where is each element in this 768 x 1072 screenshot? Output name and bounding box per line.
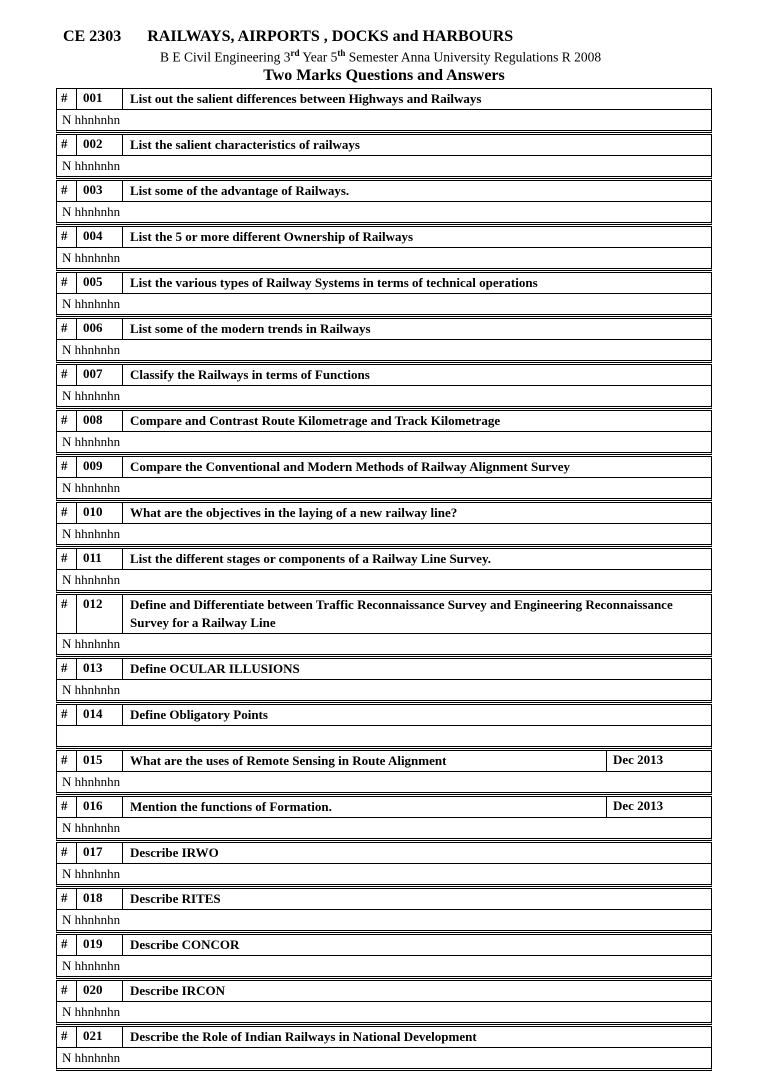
question-block bbox=[56, 88, 712, 133]
question-number: 014 bbox=[77, 705, 123, 725]
question-block bbox=[56, 594, 712, 657]
question-number: 018 bbox=[77, 889, 123, 909]
question-block bbox=[56, 796, 712, 841]
question-row bbox=[57, 89, 711, 110]
question-number: 002 bbox=[77, 135, 123, 155]
question-block bbox=[56, 272, 712, 317]
question-row bbox=[57, 273, 711, 294]
question-text: Define and Differentiate between Traffic Reconnaissance Survey and Engineering Reconnaissance Survey for a Railway Line bbox=[130, 597, 673, 630]
question-block bbox=[56, 410, 712, 455]
subject-title: RAILWAYS, AIRPORTS , DOCKS and HARBOURS bbox=[147, 28, 514, 45]
question-block bbox=[56, 1026, 712, 1071]
question-row bbox=[57, 705, 711, 726]
question-hash: # bbox=[57, 273, 77, 293]
answer-text: N hhnhnhn bbox=[62, 820, 121, 835]
question-hash: # bbox=[57, 595, 77, 633]
question-row bbox=[57, 889, 711, 910]
question-text: List the different stages or components of a Railway Line Survey. bbox=[130, 551, 491, 566]
answer-text: N hhnhnhn bbox=[62, 1050, 121, 1065]
question-number: 003 bbox=[77, 181, 123, 201]
question-text: What are the uses of Remote Sensing in Route Alignment bbox=[130, 753, 447, 768]
answer-text: N hhnhnhn bbox=[62, 434, 121, 449]
answer-text: N hhnhnhn bbox=[62, 342, 121, 357]
question-block bbox=[56, 980, 712, 1025]
question-text: Describe the Role of Indian Railways in National Development bbox=[130, 1029, 477, 1044]
page-title: Two Marks Questions and Answers bbox=[263, 67, 505, 84]
course-info-part: Year 5 bbox=[299, 49, 338, 65]
answer-text: N hhnhnhn bbox=[62, 526, 121, 541]
answer-text: N hhnhnhn bbox=[62, 250, 121, 265]
question-hash: # bbox=[57, 751, 77, 771]
question-block bbox=[56, 180, 712, 225]
course-info-sup: th bbox=[337, 48, 346, 58]
question-block bbox=[56, 934, 712, 979]
question-text: List the various types of Railway Systems in terms of technical operations bbox=[130, 275, 538, 290]
question-row bbox=[57, 227, 711, 248]
question-text: Define OCULAR ILLUSIONS bbox=[130, 661, 300, 676]
question-number: 015 bbox=[77, 751, 123, 771]
question-hash: # bbox=[57, 89, 77, 109]
question-block bbox=[56, 548, 712, 593]
question-number: 009 bbox=[77, 457, 123, 477]
question-hash: # bbox=[57, 981, 77, 1001]
question-hash: # bbox=[57, 135, 77, 155]
question-hash: # bbox=[57, 1027, 77, 1047]
answer-text: N hhnhnhn bbox=[62, 1004, 121, 1019]
question-text: List the 5 or more different Ownership of Railways bbox=[130, 229, 414, 244]
question-text: List some of the modern trends in Railways bbox=[130, 321, 371, 336]
question-row bbox=[57, 365, 711, 386]
question-block bbox=[56, 658, 712, 703]
question-text: Classify the Railways in terms of Functions bbox=[130, 367, 370, 382]
question-number: 001 bbox=[77, 89, 123, 109]
question-block bbox=[56, 888, 712, 933]
question-number: 007 bbox=[77, 365, 123, 385]
question-hash: # bbox=[57, 659, 77, 679]
question-number: 016 bbox=[77, 797, 123, 817]
answer-text: N hhnhnhn bbox=[62, 636, 121, 651]
question-text: Describe CONCOR bbox=[130, 937, 240, 952]
question-number: 013 bbox=[77, 659, 123, 679]
answer-text bbox=[57, 726, 711, 746]
question-block bbox=[56, 704, 712, 749]
question-row bbox=[57, 503, 711, 524]
question-hash: # bbox=[57, 181, 77, 201]
answer-text: N hhnhnhn bbox=[62, 958, 121, 973]
question-row bbox=[57, 181, 711, 202]
question-number: 019 bbox=[77, 935, 123, 955]
question-hash: # bbox=[57, 319, 77, 339]
question-text: Describe RITES bbox=[130, 891, 221, 906]
question-block bbox=[56, 750, 712, 795]
question-row bbox=[57, 751, 711, 772]
question-block bbox=[56, 456, 712, 501]
question-row bbox=[57, 935, 711, 956]
question-text: Compare the Conventional and Modern Methods of Railway Alignment Survey bbox=[130, 459, 570, 474]
question-number: 010 bbox=[77, 503, 123, 523]
question-row bbox=[57, 135, 711, 156]
question-hash: # bbox=[57, 797, 77, 817]
question-row bbox=[57, 457, 711, 478]
question-hash: # bbox=[57, 843, 77, 863]
question-number: 008 bbox=[77, 411, 123, 431]
question-text: Describe IRWO bbox=[130, 845, 219, 860]
question-row bbox=[57, 843, 711, 864]
question-hash: # bbox=[57, 227, 77, 247]
question-text: List out the salient differences between Highways and Railways bbox=[130, 91, 482, 106]
question-block bbox=[56, 502, 712, 547]
answer-text: N hhnhnhn bbox=[62, 774, 121, 789]
course-info-sup: rd bbox=[290, 48, 300, 58]
question-text: Mention the functions of Formation. bbox=[130, 799, 332, 814]
question-text: Compare and Contrast Route Kilometrage and Track Kilometrage bbox=[130, 413, 501, 428]
answer-text: N hhnhnhn bbox=[62, 296, 121, 311]
question-hash: # bbox=[57, 705, 77, 725]
question-block bbox=[56, 842, 712, 887]
question-block bbox=[56, 318, 712, 363]
question-text: Describe IRCON bbox=[130, 983, 225, 998]
question-hash: # bbox=[57, 411, 77, 431]
question-number: 020 bbox=[77, 981, 123, 1001]
question-hash: # bbox=[57, 889, 77, 909]
course-code: CE 2303 bbox=[63, 28, 122, 45]
question-text: List the salient characteristics of railways bbox=[130, 137, 360, 152]
question-hash: # bbox=[57, 365, 77, 385]
answer-text: N hhnhnhn bbox=[62, 480, 121, 495]
question-number: 011 bbox=[77, 549, 123, 569]
answer-text: N hhnhnhn bbox=[62, 388, 121, 403]
question-row bbox=[57, 1027, 711, 1048]
question-text: Define Obligatory Points bbox=[130, 707, 268, 722]
question-block bbox=[56, 134, 712, 179]
question-number: 005 bbox=[77, 273, 123, 293]
question-row bbox=[57, 797, 711, 818]
question-text: What are the objectives in the laying of a new railway line? bbox=[130, 505, 458, 520]
course-info bbox=[160, 48, 601, 66]
question-row bbox=[57, 549, 711, 570]
question-block bbox=[56, 226, 712, 271]
question-hash: # bbox=[57, 457, 77, 477]
question-row bbox=[57, 595, 711, 634]
question-hash: # bbox=[57, 503, 77, 523]
question-row bbox=[57, 319, 711, 340]
question-number: 006 bbox=[77, 319, 123, 339]
answer-text: N hhnhnhn bbox=[62, 572, 121, 587]
question-row bbox=[57, 659, 711, 680]
question-date: Dec 2013 bbox=[606, 797, 711, 817]
question-block bbox=[56, 364, 712, 409]
course-info-part: B E Civil Engineering 3 bbox=[160, 49, 291, 65]
question-hash: # bbox=[57, 549, 77, 569]
course-info-part: Semester Anna University Regulations R 2008 bbox=[345, 49, 602, 65]
question-row bbox=[57, 981, 711, 1002]
question-number: 017 bbox=[77, 843, 123, 863]
answer-text: N hhnhnhn bbox=[62, 682, 121, 697]
answer-text: N hhnhnhn bbox=[62, 204, 121, 219]
question-text: List some of the advantage of Railways. bbox=[130, 183, 350, 198]
question-hash: # bbox=[57, 935, 77, 955]
answer-text: N hhnhnhn bbox=[62, 912, 121, 927]
question-row bbox=[57, 411, 711, 432]
question-number: 004 bbox=[77, 227, 123, 247]
answer-text: N hhnhnhn bbox=[62, 158, 121, 173]
questions-table bbox=[56, 88, 712, 1072]
question-number: 021 bbox=[77, 1027, 123, 1047]
answer-text: N hhnhnhn bbox=[62, 866, 121, 881]
answer-text: N hhnhnhn bbox=[62, 112, 121, 127]
document-header bbox=[63, 28, 513, 46]
question-date: Dec 2013 bbox=[606, 751, 711, 771]
question-number: 012 bbox=[77, 595, 123, 633]
